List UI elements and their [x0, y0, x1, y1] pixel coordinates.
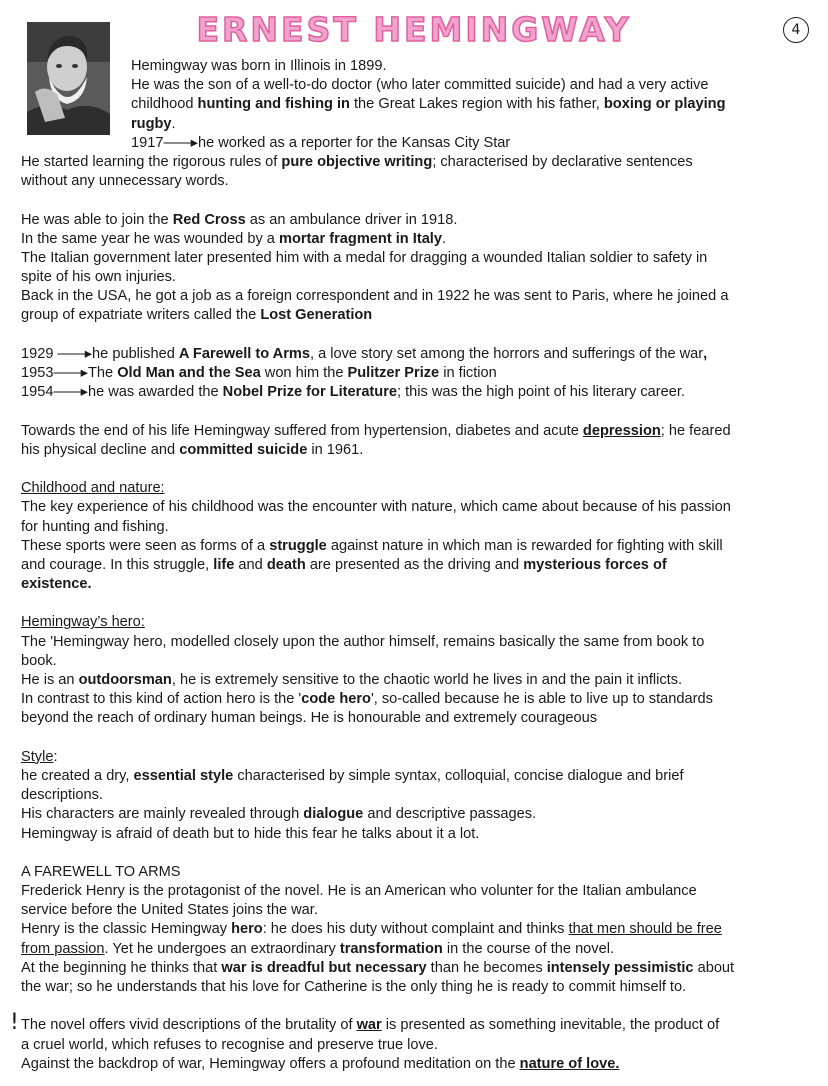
- section-heading-style: Style:: [21, 748, 58, 765]
- farewell-line: Henry is the classic Hemingway hero: he does his duty without complaint and thinks that men should be free: [21, 921, 722, 938]
- childhood-line: and courage. In this struggle, life and death are presented as the driving and mysterious forces of: [21, 556, 667, 573]
- childhood-line: The key experience of his childhood was the encounter with nature, which came about because of his passion: [21, 499, 731, 516]
- margin-exclamation-mark: !: [10, 1010, 19, 1035]
- farewell-line: from passion. Yet he undergoes an extraordinary transformation in the course of the novel.: [21, 940, 615, 957]
- page-title: ERNEST HEMINGWAY: [196, 10, 632, 49]
- war-line: In the same year he was wounded by a mortar fragment in Italy.: [21, 230, 447, 247]
- section-heading-farewell: A FAREWELL TO ARMS: [21, 863, 181, 880]
- bio-line: He was the son of a well-to-do doctor (who later committed suicide) and had a very active: [131, 77, 709, 94]
- hero-line: The 'Hemingway hero, modelled closely upon the author himself, remains basically the same from book to: [21, 633, 705, 650]
- farewell-line: Against the backdrop of war, Hemingway offers a profound meditation on the nature of love.: [21, 1055, 620, 1072]
- farewell-line: service before the United States joins the war.: [21, 902, 318, 919]
- hero-line: beyond the reach of ordinary human beings. He is honourable and extremely courageous: [21, 710, 598, 727]
- war-line: Back in the USA, he got a job as a foreign correspondent and in 1922 he was sent to Paris, where he joined a: [21, 288, 729, 305]
- childhood-line: for hunting and fishing.: [21, 518, 169, 535]
- childhood-line: These sports were seen as forms of a struggle against nature in which man is rewarded for fighting with skill: [21, 537, 723, 554]
- farewell-line: The novel offers vivid descriptions of the brutality of war is presented as something inevitable, the product of: [21, 1017, 720, 1034]
- style-line: His characters are mainly revealed through dialogue and descriptive passages.: [21, 806, 537, 823]
- arrow-icon: ——: [53, 365, 81, 381]
- war-line: He was able to join the Red Cross as an ambulance driver in 1918.: [21, 211, 458, 228]
- end-life-line: his physical decline and committed suicide in 1961.: [21, 441, 364, 458]
- hero-line: He is an outdoorsman, he is extremely sensitive to the chaotic world he lives in and the pain it inflicts.: [21, 672, 683, 688]
- section-heading-hero: Hemingway’s hero:: [21, 614, 145, 631]
- page-number: 4: [783, 17, 809, 43]
- hero-line: In contrast to this kind of action hero is the 'code hero', so-called because he is able to live up to standards: [21, 691, 713, 708]
- farewell-line: a cruel world, which refuses to recognise and preserve true love.: [21, 1036, 438, 1053]
- farewell-line: the war; so he understands that his love for Catherine is the only thing he is ready to commit himself to.: [21, 979, 687, 995]
- war-line: group of expatriate writers called the Lost Generation: [21, 307, 373, 324]
- bio-line: without any unnecessary words.: [21, 173, 229, 190]
- timeline-item: 1954——▸he was awarded the Nobel Prize for Literature; this was the high point of his literary career.: [21, 384, 685, 401]
- childhood-line: existence.: [21, 576, 92, 593]
- end-life-line: Towards the end of his life Hemingway suffered from hypertension, diabetes and acute depression; he feared: [21, 422, 731, 439]
- style-line: he created a dry, essential style characterised by simple syntax, colloquial, concise dialogue and brief: [21, 767, 684, 784]
- bio-line: Hemingway was born in Illinois in 1899.: [131, 58, 387, 74]
- war-line: spite of his own injuries.: [21, 269, 176, 286]
- hero-line: book.: [21, 652, 57, 669]
- war-line: The Italian government later presented him with a medal for dragging a wounded Italian soldier to safety in: [21, 249, 708, 266]
- section-heading-childhood: Childhood and nature:: [21, 480, 165, 497]
- document-body: [21, 57, 811, 1074]
- arrow-icon: ——: [163, 134, 191, 151]
- arrow-icon: ——: [53, 384, 81, 401]
- bio-line: 1917——▸he worked as a reporter for the Kansas City Star: [131, 134, 511, 151]
- bio-line: He started learning the rigorous rules of pure objective writing; characterised by declarative sentences: [21, 153, 693, 170]
- bio-line: rugby.: [131, 115, 176, 132]
- timeline-item: 1929 ——▸he published A Farewell to Arms, a love story set among the horrors and sufferings of the war,: [21, 345, 708, 362]
- farewell-line: At the beginning he thinks that war is dreadful but necessary than he becomes intensely pessimistic about: [21, 959, 735, 976]
- bio-line: childhood hunting and fishing in the Great Lakes region with his father, boxing or playing: [131, 96, 726, 113]
- timeline-item: 1953——▸The Old Man and the Sea won him the Pulitzer Prize in fiction: [21, 365, 497, 381]
- arrow-icon: ——: [57, 345, 85, 362]
- style-line: descriptions.: [21, 787, 103, 804]
- farewell-line: Frederick Henry is the protagonist of the novel. He is an American who volunter for the Italian ambulance: [21, 883, 697, 900]
- style-line: Hemingway is afraid of death but to hide this fear he talks about it a lot.: [21, 825, 480, 842]
